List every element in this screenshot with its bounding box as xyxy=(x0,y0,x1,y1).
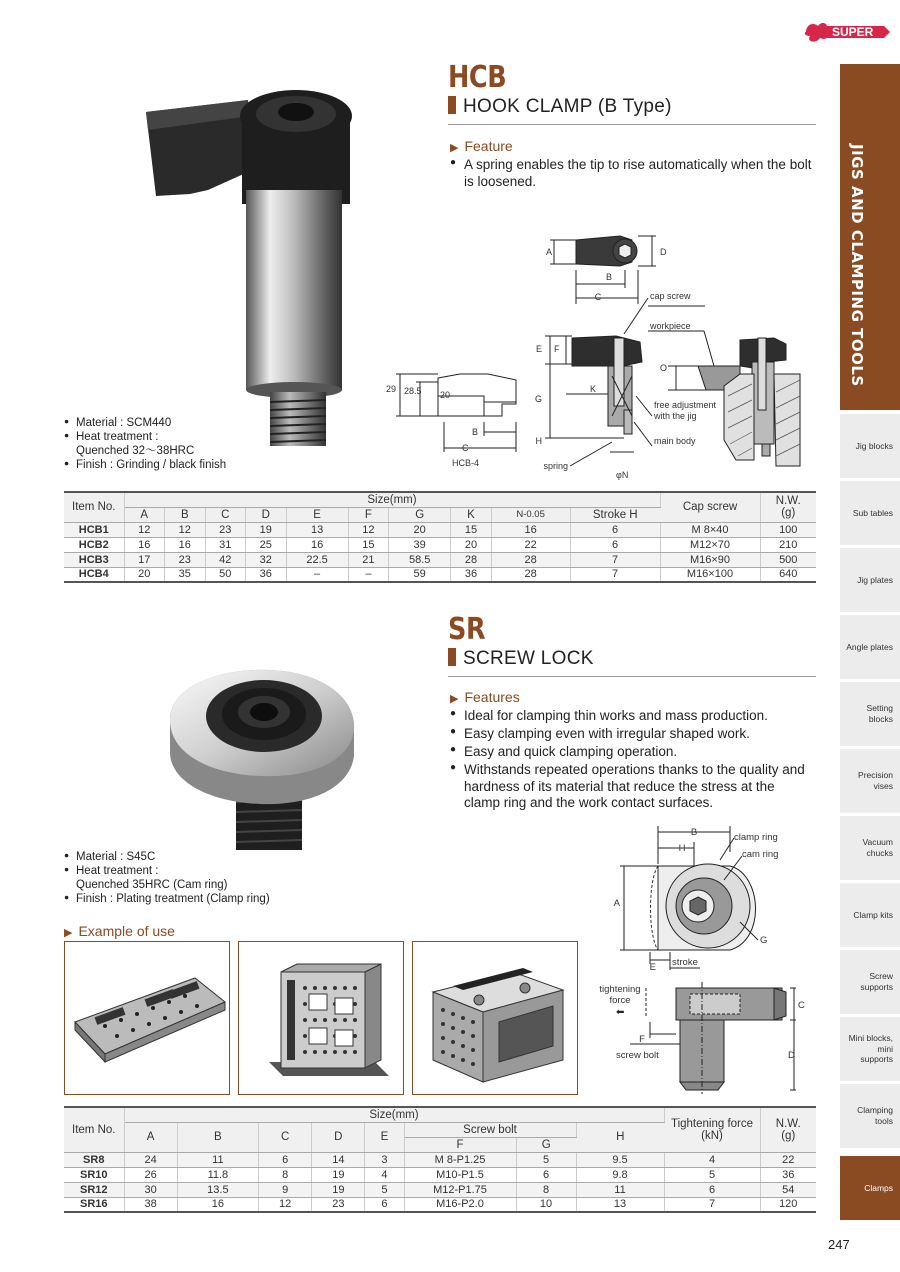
table-cell: 19 xyxy=(312,1167,365,1182)
table-cell: 9.5 xyxy=(576,1152,664,1167)
table-cell: 28 xyxy=(491,567,570,582)
col-header: K xyxy=(451,507,492,522)
table-cell: 50 xyxy=(205,567,246,582)
svg-text:A: A xyxy=(613,898,620,909)
table-cell: 22.5 xyxy=(286,552,348,567)
svg-text:workpiece: workpiece xyxy=(650,321,691,331)
table-cell: 12 xyxy=(165,522,206,537)
table-cell: 28 xyxy=(491,552,570,567)
hcb-feature-list xyxy=(450,157,820,192)
table-cell: 35 xyxy=(165,567,206,582)
table-cell: 38 xyxy=(124,1197,177,1212)
table-cell: 500 xyxy=(760,552,816,567)
table-cell: 4 xyxy=(365,1167,404,1182)
svg-text:K: K xyxy=(590,384,597,394)
table-cell: 6 xyxy=(365,1197,404,1212)
svg-text:stroke: stroke xyxy=(672,957,698,968)
svg-text:tightening: tightening xyxy=(599,984,641,995)
table-cell: – xyxy=(348,567,389,582)
tab-jig-plates[interactable]: Jig plates xyxy=(840,546,900,612)
table-cell: 5 xyxy=(365,1182,404,1197)
table-cell: 11 xyxy=(177,1152,258,1167)
svg-text:free adjustment: free adjustment xyxy=(654,400,717,410)
svg-text:E: E xyxy=(535,344,542,354)
super-logo xyxy=(804,18,890,46)
sr-feature-list xyxy=(450,708,812,813)
svg-text:G: G xyxy=(534,394,542,404)
table-cell: 19 xyxy=(246,522,287,537)
size-header: Size(mm) xyxy=(124,1107,664,1122)
col-header: D xyxy=(246,507,287,522)
sr-code: SR xyxy=(448,612,486,647)
table-cell: M 8×40 xyxy=(660,522,760,537)
example-image-1 xyxy=(64,941,230,1095)
svg-text:SUPER: SUPER xyxy=(832,25,874,39)
table-cell: 9 xyxy=(259,1182,312,1197)
tab-angle-plates[interactable]: Angle plates xyxy=(840,613,900,679)
tab-precision-vises[interactable]: Precision vises xyxy=(840,747,900,813)
svg-text:B: B xyxy=(472,427,479,437)
table-cell: 20 xyxy=(389,522,451,537)
item-header: Item No. xyxy=(64,492,124,522)
svg-text:29: 29 xyxy=(386,384,397,394)
table-cell: HCB1 xyxy=(64,522,124,537)
col-header: C xyxy=(205,507,246,522)
spec-item: Quenched 32～38HRC xyxy=(76,445,195,458)
col-header: C xyxy=(259,1122,312,1152)
list-item: ● Ideal for clamping thin works and mass production. xyxy=(450,708,812,725)
sr-spec-list xyxy=(64,850,304,906)
svg-text:28.5: 28.5 xyxy=(404,386,422,396)
table-cell: 23 xyxy=(165,552,206,567)
table-cell: 42 xyxy=(205,552,246,567)
table-cell: M12×70 xyxy=(660,537,760,552)
item-header: Item No. xyxy=(64,1107,124,1152)
col-header: B xyxy=(165,507,206,522)
table-cell: 39 xyxy=(389,537,451,552)
spec-item: ● Finish : Grinding / black finish xyxy=(64,458,284,472)
category-title: JIGS AND CLAMPING TOOLS xyxy=(848,144,866,387)
table-cell: 54 xyxy=(760,1182,816,1197)
table-cell: 36 xyxy=(246,567,287,582)
table-cell: 26 xyxy=(124,1167,177,1182)
table-cell: 16 xyxy=(165,537,206,552)
category-header xyxy=(840,64,900,410)
table-cell: 13.5 xyxy=(177,1182,258,1197)
table-cell: 210 xyxy=(760,537,816,552)
list-item: ● Easy and quick clamping operation. xyxy=(450,744,812,761)
table-cell: 16 xyxy=(177,1197,258,1212)
tab-clamps[interactable]: Clamps xyxy=(840,1154,900,1220)
table-cell: M10-P1.5 xyxy=(404,1167,516,1182)
table-row xyxy=(64,1182,816,1197)
col-header: H xyxy=(576,1122,664,1152)
table-cell: 28 xyxy=(451,552,492,567)
svg-text:clamp ring: clamp ring xyxy=(734,832,778,843)
table-cell: 7 xyxy=(570,552,660,567)
table-cell: 16 xyxy=(286,537,348,552)
size-header: Size(mm) xyxy=(124,492,660,507)
table-cell: 59 xyxy=(389,567,451,582)
tab-screw-supports[interactable]: Screw supports xyxy=(840,948,900,1014)
col-header: G xyxy=(389,507,451,522)
table-cell: 6 xyxy=(570,537,660,552)
tab-clamping-tools[interactable]: Clamping tools xyxy=(840,1082,900,1148)
hcb-code: HCB xyxy=(448,60,507,95)
svg-text:H: H xyxy=(678,843,686,854)
col-header: E xyxy=(365,1122,404,1152)
hcb-feature-heading: ▶ Feature xyxy=(450,138,513,154)
svg-text:C: C xyxy=(798,1000,805,1011)
table-cell: M12-P1.75 xyxy=(404,1182,516,1197)
svg-text:spring: spring xyxy=(543,461,568,471)
hook-clamp-photo xyxy=(138,86,360,458)
svg-text:C: C xyxy=(594,292,602,302)
screw-bolt-header: Screw bolt xyxy=(404,1122,576,1137)
hcb-spec-table xyxy=(64,491,816,583)
example-image-2 xyxy=(238,941,404,1095)
col-header: D xyxy=(312,1122,365,1152)
cap-header: Cap screw xyxy=(660,492,760,522)
svg-text:screw bolt: screw bolt xyxy=(616,1050,659,1061)
table-cell: 6 xyxy=(516,1167,576,1182)
list-item: ● A spring enables the tip to rise automatically when the bolt is loosened. xyxy=(450,157,820,191)
svg-text:D: D xyxy=(788,1050,795,1061)
table-cell: 21 xyxy=(348,552,389,567)
table-cell: 11.8 xyxy=(177,1167,258,1182)
svg-text:force: force xyxy=(609,995,631,1006)
table-cell: M16×100 xyxy=(660,567,760,582)
table-cell: 20 xyxy=(451,537,492,552)
tab-mini-blocks[interactable]: Mini blocks, mini supports xyxy=(840,1015,900,1081)
table-cell: 6 xyxy=(664,1182,760,1197)
tab-jig-blocks[interactable]: Jig blocks xyxy=(840,412,900,478)
tab-setting-blocks[interactable]: Setting blocks xyxy=(840,680,900,746)
table-cell: M16-P2.0 xyxy=(404,1197,516,1212)
table-cell: 20 xyxy=(124,567,165,582)
hcb-spec-list xyxy=(64,416,284,472)
tab-clamp-kits[interactable]: Clamp kits xyxy=(840,881,900,947)
table-cell: 9.8 xyxy=(576,1167,664,1182)
table-cell: 12 xyxy=(259,1197,312,1212)
col-header: A xyxy=(124,1122,177,1152)
svg-text:main body: main body xyxy=(654,436,696,446)
hcb-dimension-diagram xyxy=(380,226,810,484)
table-cell: 5 xyxy=(516,1152,576,1167)
tab-vacuum-chucks[interactable]: Vacuum chucks xyxy=(840,814,900,880)
table-row xyxy=(64,1167,816,1182)
col-header: B xyxy=(177,1122,258,1152)
svg-text:E: E xyxy=(649,962,656,973)
col-header: A xyxy=(124,507,165,522)
svg-text:cam ring: cam ring xyxy=(742,849,779,860)
table-cell: 4 xyxy=(664,1152,760,1167)
top-view xyxy=(550,236,656,304)
table-row xyxy=(64,1152,816,1167)
table-cell: 31 xyxy=(205,537,246,552)
table-cell: 100 xyxy=(760,522,816,537)
table-row xyxy=(64,567,816,582)
table-cell: 22 xyxy=(760,1152,816,1167)
table-cell: 120 xyxy=(760,1197,816,1212)
col-header: F xyxy=(404,1137,516,1152)
table-cell: 36 xyxy=(760,1167,816,1182)
table-row xyxy=(64,1197,816,1212)
svg-text:G: G xyxy=(760,935,768,946)
table-cell: 30 xyxy=(124,1182,177,1197)
table-cell: 10 xyxy=(516,1197,576,1212)
table-row xyxy=(64,552,816,567)
example-heading: ▶ Example of use xyxy=(64,923,175,939)
table-cell: 16 xyxy=(124,537,165,552)
svg-text:O: O xyxy=(660,363,668,373)
table-cell: 32 xyxy=(246,552,287,567)
svg-text:⬅: ⬅ xyxy=(616,1007,625,1018)
table-cell: 640 xyxy=(760,567,816,582)
table-cell: 24 xyxy=(124,1152,177,1167)
svg-text:cap screw: cap screw xyxy=(650,291,691,301)
table-cell: HCB4 xyxy=(64,567,124,582)
table-cell: 3 xyxy=(365,1152,404,1167)
spec-item: ● Finish : Plating treatment (Clamp ring) xyxy=(64,892,304,906)
table-cell: 13 xyxy=(286,522,348,537)
svg-text:φN: φN xyxy=(616,470,629,480)
table-row xyxy=(64,537,816,552)
spec-item: Quenched 35HRC (Cam ring) xyxy=(76,879,228,892)
table-cell: 7 xyxy=(570,567,660,582)
table-cell: M 8-P1.25 xyxy=(404,1152,516,1167)
nw-header: N.W. (g) xyxy=(760,1107,816,1152)
table-cell: 11 xyxy=(576,1182,664,1197)
svg-text:with the jig: with the jig xyxy=(654,411,697,421)
svg-text:H: H xyxy=(535,436,542,446)
table-cell: 17 xyxy=(124,552,165,567)
nw-header: N.W. (g) xyxy=(760,492,816,522)
table-cell: 23 xyxy=(205,522,246,537)
svg-text:C: C xyxy=(462,443,469,453)
example-image-3 xyxy=(412,941,578,1095)
tab-sub-tables[interactable]: Sub tables xyxy=(840,479,900,545)
table-cell: 13 xyxy=(576,1197,664,1212)
svg-text:HCB-4: HCB-4 xyxy=(452,458,480,468)
svg-text:20: 20 xyxy=(440,390,451,400)
table-row xyxy=(64,522,816,537)
table-cell: SR16 xyxy=(64,1197,124,1212)
table-cell: 8 xyxy=(259,1167,312,1182)
category-sidebar xyxy=(840,64,900,1222)
table-cell: 5 xyxy=(664,1167,760,1182)
table-cell: 8 xyxy=(516,1182,576,1197)
table-cell: 58.5 xyxy=(389,552,451,567)
svg-text:B: B xyxy=(605,272,613,282)
table-cell: 36 xyxy=(451,567,492,582)
sr-spec-table xyxy=(64,1106,816,1213)
table-cell: 25 xyxy=(246,537,287,552)
table-cell: 6 xyxy=(259,1152,312,1167)
table-cell: – xyxy=(286,567,348,582)
svg-text:A: A xyxy=(545,247,553,257)
col-header: E xyxy=(286,507,348,522)
list-item: ● Easy clamping even with irregular shaped work. xyxy=(450,726,812,743)
table-cell: 12 xyxy=(348,522,389,537)
sr-feature-heading: ▶ Features xyxy=(450,689,520,705)
svg-text:F: F xyxy=(554,344,560,354)
table-cell: 14 xyxy=(312,1152,365,1167)
spec-item: ● Material : S45C xyxy=(64,850,304,864)
table-cell: HCB2 xyxy=(64,537,124,552)
svg-text:D: D xyxy=(660,247,667,257)
col-header: N-0.05 xyxy=(491,507,570,522)
table-cell: 6 xyxy=(570,522,660,537)
col-header: Stroke H xyxy=(570,507,660,522)
svg-text:F: F xyxy=(639,1034,645,1045)
table-cell: 7 xyxy=(664,1197,760,1212)
table-cell: 22 xyxy=(491,537,570,552)
table-cell: 19 xyxy=(312,1182,365,1197)
screw-lock-photo xyxy=(160,660,360,856)
table-cell: 16 xyxy=(491,522,570,537)
col-header: G xyxy=(516,1137,576,1152)
table-cell: 12 xyxy=(124,522,165,537)
sr-title: SCREW LOCK xyxy=(448,648,816,677)
table-cell: 23 xyxy=(312,1197,365,1212)
spec-item: ● Material : SCM440 xyxy=(64,416,284,430)
svg-text:B: B xyxy=(690,827,698,838)
table-cell: 15 xyxy=(451,522,492,537)
table-cell: M16×90 xyxy=(660,552,760,567)
spec-item: ● Heat treatment : xyxy=(64,864,304,878)
spec-item: ● Heat treatment : xyxy=(64,430,284,444)
table-cell: HCB3 xyxy=(64,552,124,567)
list-item: ● Withstands repeated operations thanks to the quality and hardness of its material that reduce the stress at the clamp ring and the work contact surfaces. xyxy=(450,762,812,813)
table-cell: SR12 xyxy=(64,1182,124,1197)
table-cell: SR8 xyxy=(64,1152,124,1167)
page-number: 247 xyxy=(828,1237,850,1252)
hcb-title: HOOK CLAMP (B Type) xyxy=(448,96,816,125)
force-header: Tightening force (kN) xyxy=(664,1107,760,1152)
table-cell: 15 xyxy=(348,537,389,552)
table-cell: SR10 xyxy=(64,1167,124,1182)
col-header: F xyxy=(348,507,389,522)
sr-dimension-diagram xyxy=(590,822,816,1096)
